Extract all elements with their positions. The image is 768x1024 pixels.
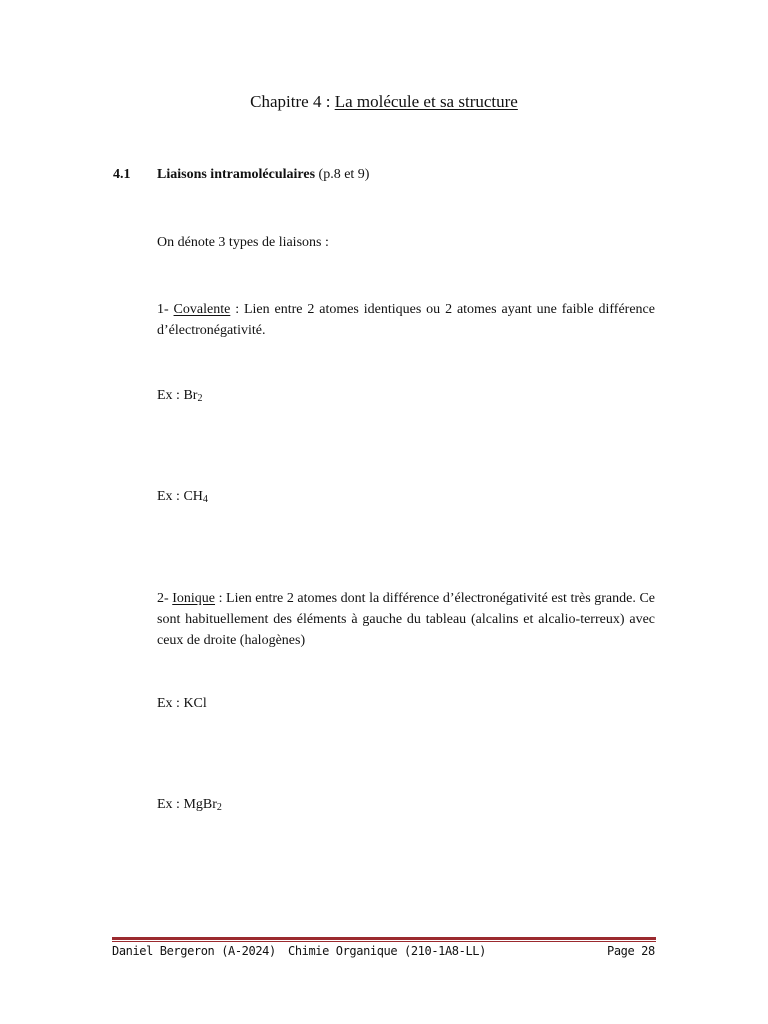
chapter-title — [0, 92, 768, 112]
footer-rule-thick — [112, 937, 656, 940]
example-mgbr2 — [157, 797, 222, 813]
example-prefix: Ex : Br — [157, 388, 198, 403]
chapter-prefix: Chapitre 4 : — [250, 92, 335, 111]
example-prefix: Ex : CH — [157, 489, 203, 504]
covalent-text: : Lien entre 2 atomes identiques ou 2 atomes ayant une faible différence d’électronégativité. — [157, 302, 655, 338]
example-prefix: Ex : MgBr — [157, 797, 217, 812]
example-prefix: Ex : KCl — [157, 696, 207, 711]
ionic-text: : Lien entre 2 atomes dont la différence d’électronégativité est très grande. Ce sont habituellement des éléments à gauche du tableau (alcalins et alcalio-terreux) avec ceux de droite (halogènes) — [157, 591, 655, 648]
ionic-term: Ionique — [172, 591, 216, 606]
covalent-number: 1- — [157, 302, 174, 317]
section-pages: (p.8 et 9) — [315, 167, 370, 182]
intro-text: On dénote 3 types de liaisons : — [157, 235, 329, 250]
section-heading — [157, 167, 369, 183]
section-number: 4.1 — [113, 167, 131, 182]
example-subscript: 4 — [202, 494, 208, 505]
example-subscript: 2 — [197, 393, 203, 404]
section-title: Liaisons intramoléculaires — [157, 167, 316, 182]
example-subscript: 2 — [216, 802, 222, 813]
footer-page-number: Page 28 — [607, 944, 655, 958]
footer-author: Daniel Bergeron (A-2024) — [112, 944, 276, 958]
ionic-number: 2- — [157, 591, 173, 606]
chapter-name: La molécule et sa structure — [334, 92, 518, 111]
example-kcl — [157, 696, 207, 712]
example-ch4 — [157, 489, 208, 505]
ionic-paragraph — [157, 588, 655, 651]
footer-course: Chimie Organique (210-1A8-LL) — [288, 944, 486, 958]
covalent-paragraph — [157, 299, 655, 341]
footer-rule-thin — [112, 941, 656, 942]
covalent-term: Covalente — [173, 302, 231, 317]
example-br2 — [157, 388, 202, 404]
